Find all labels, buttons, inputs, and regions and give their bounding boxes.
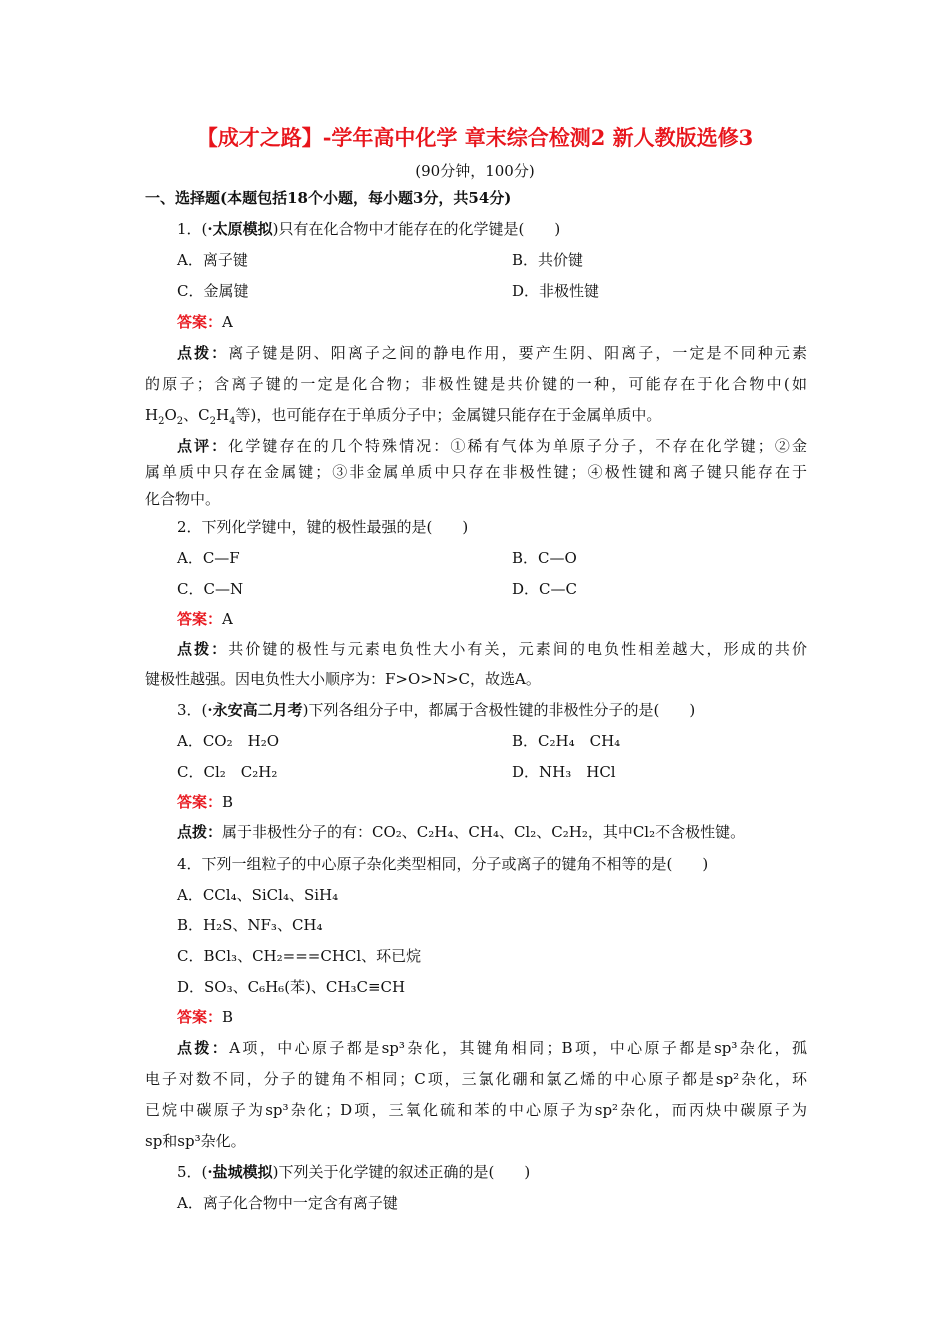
- comment-label: 点评：: [177, 437, 229, 455]
- option-b: B．C₂H₄ CH₄: [512, 732, 621, 750]
- answer-line: 答案：B: [177, 793, 234, 811]
- answer-label: 答案：: [177, 313, 223, 331]
- question-2-stem: 2．下列化学键中，键的极性最强的是( ): [177, 518, 469, 536]
- hint-line: 电子对数不同，分子的键角不相同；C项，三氯化硼和氯乙烯的中心原子都是sp²杂化，环: [145, 1070, 807, 1088]
- question-source: ·盐城模拟: [207, 1163, 273, 1181]
- hint-label: 点拨：: [177, 1039, 230, 1057]
- answer-line: 答案：A: [177, 610, 233, 628]
- option-b: B．共价键: [512, 251, 584, 269]
- hint-label: 点拨：: [177, 823, 223, 841]
- option-a: A．离子化合物中一定含有离子键: [177, 1194, 398, 1212]
- option-a: A．CCl₄、SiCl₄、SiH₄: [177, 886, 339, 904]
- option-c: C．BCl₃、CH₂===CHCl、环已烷: [177, 947, 422, 965]
- option-c: C．金属键: [177, 282, 249, 300]
- question-5-stem: 5．(·盐城模拟)下列关于化学键的叙述正确的是( ): [177, 1163, 531, 1181]
- option-c: C．C—N: [177, 580, 244, 598]
- page-title: 【成才之路】-学年高中化学 章末综合检测2 新人教版选修3: [196, 125, 754, 150]
- option-c: C．Cl₂ C₂H₂: [177, 763, 278, 781]
- option-a: A．离子键: [177, 251, 248, 269]
- question-1-stem: 1．(·太原模拟)只有在化合物中才能存在的化学键是( ): [177, 220, 561, 238]
- hint-line: 键极性越强。因电负性大小顺序为：F>O>N>C，故选A。: [145, 670, 541, 688]
- hint-line: 点拨：共价键的极性与元素电负性大小有关，元素间的电负性相差越大，形成的共价: [177, 640, 807, 658]
- hint-label: 点拨：: [177, 640, 229, 658]
- hint-line: sp和sp³杂化。: [145, 1132, 246, 1150]
- comment-line: 化合物中。: [145, 490, 221, 508]
- option-d: D．C—C: [512, 580, 577, 598]
- exam-time-score: (90分钟，100分): [415, 162, 535, 180]
- answer-label: 答案：: [177, 1008, 223, 1026]
- question-source: ·永安高二月考: [207, 701, 303, 719]
- option-d: D．NH₃ HCl: [512, 763, 616, 781]
- option-a: A．CO₂ H₂O: [177, 732, 280, 750]
- option-d: D．非极性键: [512, 282, 600, 300]
- answer-label: 答案：: [177, 793, 223, 811]
- option-b: B．H₂S、NF₃、CH₄: [177, 916, 323, 934]
- hint-line: 点拨：A项，中心原子都是sp³杂化，其键角相同；B项，中心原子都是sp³杂化，孤: [177, 1039, 807, 1057]
- option-a: A．C—F: [177, 549, 240, 567]
- answer-line: 答案：A: [177, 313, 233, 331]
- option-b: B．C—O: [512, 549, 577, 567]
- hint-line: 已烷中碳原子为sp³杂化；D项，三氧化硫和苯的中心原子为sp²杂化，而丙炔中碳原子为: [145, 1101, 807, 1119]
- comment-line: 属单质中只存在金属键；③非金属单质中只存在非极性键；④极性键和离子键只能存在于: [145, 463, 807, 481]
- option-d: D．SO₃、C₆H₆(苯)、CH₃C≡CH: [177, 978, 406, 996]
- question-source: ·太原模拟: [207, 220, 273, 238]
- comment-line: 点评：化学键存在的几个特殊情况：①稀有气体为单原子分子，不存在化学键；②金: [177, 437, 807, 455]
- section-heading: 一、选择题(本题包括18个小题，每小题3分，共54分): [145, 189, 512, 207]
- question-3-stem: 3．(·永安高二月考)下列各组分子中，都属于含极性键的非极性分子的是( ): [177, 701, 696, 719]
- hint-line: 点拨：离子键是阴、阳离子之间的静电作用，要产生阴、阳离子，一定是不同种元素: [177, 344, 807, 362]
- answer-line: 答案：B: [177, 1008, 234, 1026]
- question-4-stem: 4．下列一组粒子的中心原子杂化类型相同，分子或离子的键角不相等的是( ): [177, 855, 709, 873]
- hint-label: 点拨：: [177, 344, 229, 362]
- hint-line: $H_2O_2$、$C_2H_4$等)，也可能存在于单质分子中；金属键只能存在于金属单质中。: [145, 406, 662, 427]
- answer-label: 答案：: [177, 610, 223, 628]
- hint-line: 的原子；含离子键的一定是化合物；非极性键是共价键的一种，可能存在于化合物中(如: [145, 375, 807, 393]
- hint-line: 点拨：属于非极性分子的有：CO₂、C₂H₄、CH₄、Cl₂、C₂H₂，其中Cl₂不含极性键。: [177, 823, 746, 841]
